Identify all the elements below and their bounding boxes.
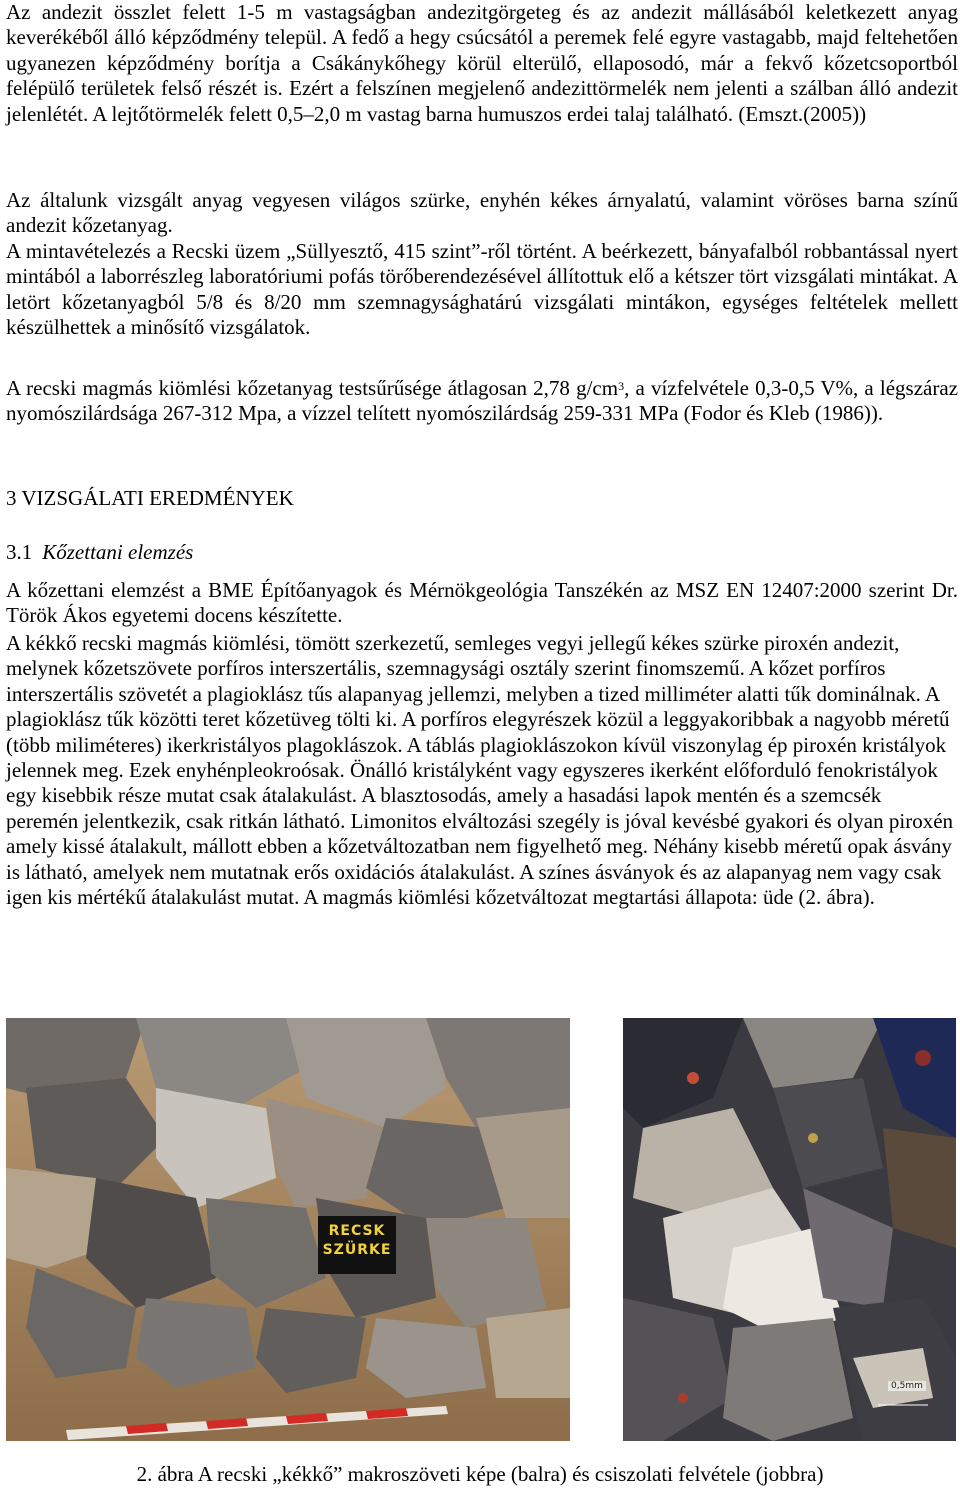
section-heading: 3 VIZSGÁLATI EREDMÉNYEK [6, 486, 294, 510]
density-text-a: A recski magmás kiömlési kőzetanyag testsűrűsége átlagosan 2,78 g/cm [6, 376, 619, 400]
thin-section-micrograph [623, 1018, 956, 1441]
micrograph-scale-label: 0,5mm [888, 1381, 926, 1391]
paragraph-sampling: A mintavételezés a Recski üzem „Süllyesztő, 415 szint”-ről történt. A beérkezett, bányafalból robbantással nyert mintából a laborrészleg laboratóriumi pofás törőberendezésével állítottuk elő a kétszer tört vizsgálati mintákat. A letört kőzetanyagból 5/8 és 8/20 mm szemnagysághatárú vizsgálati mintákon, egységes feltételek mellett készülhettek a minősítő vizsgálatok. [6, 239, 958, 340]
rock-sample-sign [320, 1222, 394, 1260]
paragraph-petrography: A kékkő recski magmás kiömlési, tömött szerkezetű, semleges vegyi jellegű kékes szürke piroxén andezit, melynek kőzetszövete porfíros interszertális, szemnagysági osztály szerint finomszemű. A kőzet porfíros interszertális szövetét a plagioklász tűs alapanyag jellemzi, melyben a tized milliméter alatti tűk dominálnak. A plagioklász tűk közötti teret kőzetüveg tölti ki. A porfíros elegyrészek közül a leggyakoribbak a nagyobb méretű (több miliméteres) ikerkristályos plagoklászok. A táblás plagioklászokon kívül viszonylag ép piroxén kristályok jelennek meg. Ezek enyhénpleokroósak. Önálló kristályként vagy egyszeres ikerként előforduló fenokristályok egy kisebbik része mutat csak átalakulást. A blasztosodás, amely a hasadási lapok mentén és a szemcsék peremén jelentkezik, csak ritkán látható. Limonitos elváltozási szegély is jóval kevésbé gyakori és olyan piroxén amely kissé átalakult, mállott ebben a kőzetváltozatban nem figyelhető meg. Néhány kisebb méretű opak ásvány is látható, amelyek nem mutatnak erős oxidációs átalakulást. A színes ásványok és az alapanyag nem vagy csak igen kis mértékű átalakulást mutat. A magmás kiömlési kőzetváltozat megtartási állapota: üde (2. ábra). [6, 631, 954, 910]
paragraph-material: Az általunk vizsgált anyag vegyesen világos szürke, enyhén kékes árnyalatú, valamint vöröses barna színű andezit kőzetanyag. [6, 188, 958, 238]
density-text-b: , a vízfelvétele 0,3-0,5 V%, a légszáraz nyomószilárdsága 267-312 Mpa, a vízzel telített nyomószilárdság 259-331 MPa (Fodor és Kleb (1986)). [6, 376, 959, 426]
paragraph-andesite-cover: Az andezit összlet felett 1-5 m vastagságban andezitgörgeteg és az andezit mállásából keletkezett anyag keverékéből álló képződmény települ. A fedő a hegy csúcsától a peremek felé egyre vastagabb, majd feltehetően ugyanezen képződmény borítja a Csákánykőhegy körül elterülő, ellaposodó, már a fekvő kőzetcsoportból felépülő területek felső részét is. Ezért a felszínen megjelenő andezittörmelék nem jelenti a szálban álló andezit jelenlétét. A lejtőtörmelék felett 0,5–2,0 m vastag barna humuszos erdei talaj található. (Emszt.(2005)) [6, 0, 958, 126]
paragraph-density [6, 376, 958, 427]
paragraph-analysis-author: A kőzettani elemzést a BME Építőanyagok és Mérnökgeológia Tanszékén az MSZ EN 12407:2000 szerint Dr. Török Ákos egyetemi docens készítette. [6, 578, 958, 628]
subsection-number: 3.1 [6, 540, 33, 564]
subsection-title: Kőzettani elemzés [42, 540, 194, 564]
figure-caption: 2. ábra A recski „kékkő” makroszöveti képe (balra) és csiszolati felvétele (jobbra) [136, 1462, 824, 1486]
density-superscript: 3 [618, 379, 625, 393]
subsection-heading [6, 540, 193, 565]
rock-pile-photo [6, 1018, 570, 1441]
sign-line-2: SZÜRKE [322, 1242, 392, 1258]
sign-line-1: RECSK [328, 1223, 386, 1239]
